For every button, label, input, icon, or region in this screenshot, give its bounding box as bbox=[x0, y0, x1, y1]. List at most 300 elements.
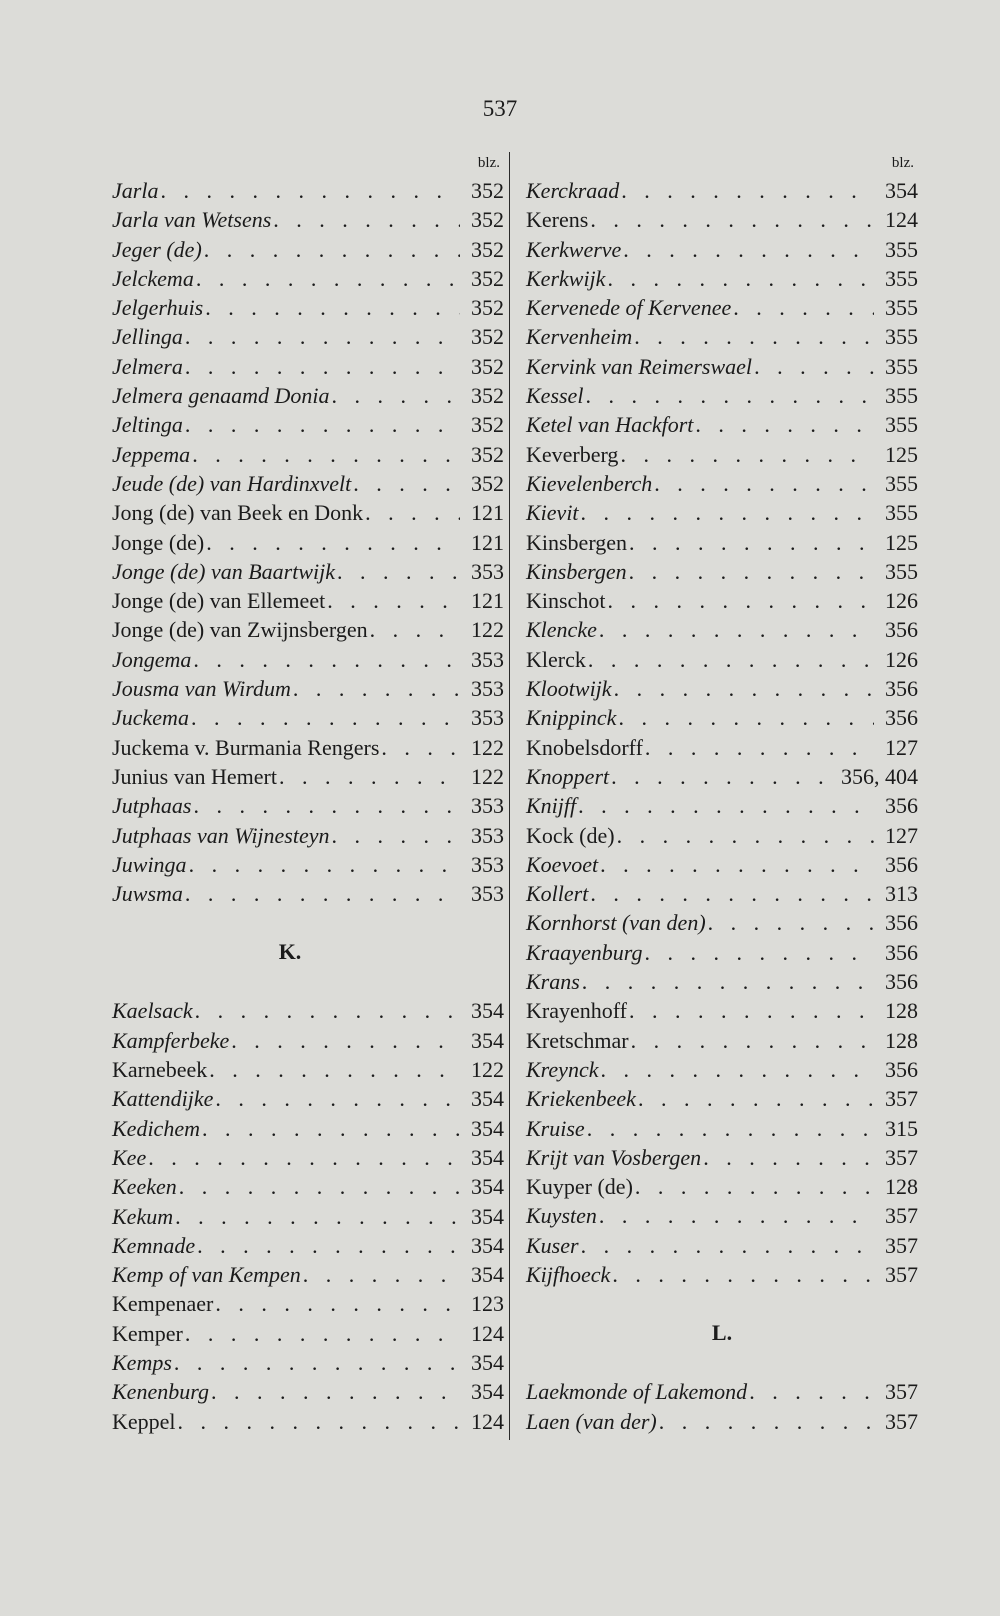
dot-leader bbox=[202, 235, 460, 264]
entry-page: 354 bbox=[471, 1144, 504, 1170]
index-entry bbox=[112, 879, 504, 908]
entry-page: 126 bbox=[885, 588, 918, 614]
entry-page: 128 bbox=[885, 1174, 918, 1200]
entry-name: Kerkwijk bbox=[526, 265, 606, 291]
entry-name: Jeltinga bbox=[112, 412, 183, 438]
entry-name: Kervenede of Kervenee bbox=[526, 295, 732, 321]
dot-leader bbox=[588, 205, 874, 234]
entry-name: Jutphaas van Wijnesteyn bbox=[112, 822, 330, 848]
dot-leader bbox=[204, 528, 460, 557]
column-header-blz: blz. bbox=[891, 155, 914, 171]
entry-name: Kretschmar bbox=[526, 1027, 629, 1053]
entry-name: Kattendijke bbox=[112, 1086, 214, 1112]
index-entry bbox=[526, 410, 918, 439]
index-entry bbox=[112, 1348, 504, 1377]
dot-leader bbox=[615, 821, 874, 850]
dot-leader bbox=[189, 703, 460, 732]
index-entry bbox=[112, 821, 504, 850]
dot-leader bbox=[191, 791, 460, 820]
entry-page: 352 bbox=[471, 383, 504, 409]
index-entry bbox=[112, 1114, 504, 1143]
dot-leader bbox=[330, 821, 460, 850]
dot-leader bbox=[657, 1407, 874, 1436]
entry-page: 353 bbox=[471, 676, 504, 702]
entry-name: Keppel bbox=[112, 1408, 176, 1434]
entry-page: 356 bbox=[885, 793, 918, 819]
column-header-blz: blz. bbox=[477, 155, 500, 171]
index-entry bbox=[112, 645, 504, 674]
entry-page: 127 bbox=[885, 822, 918, 848]
index-entry bbox=[526, 381, 918, 410]
dot-leader bbox=[291, 674, 460, 703]
index-entry bbox=[112, 733, 504, 762]
index-entry bbox=[112, 528, 504, 557]
entry-name: Jelckema bbox=[112, 265, 194, 291]
entry-page: 354 bbox=[471, 998, 504, 1024]
entry-page: 357 bbox=[885, 1232, 918, 1258]
entry-page: 353 bbox=[471, 558, 504, 584]
dot-leader bbox=[616, 703, 874, 732]
entry-page: 122 bbox=[471, 1057, 504, 1083]
dot-leader bbox=[619, 176, 874, 205]
dot-leader bbox=[580, 967, 874, 996]
entry-name: Knoppert bbox=[526, 763, 610, 789]
entry-page: 354 bbox=[471, 1203, 504, 1229]
entry-name: Jeger (de) bbox=[112, 236, 202, 262]
entry-page: 128 bbox=[885, 1027, 918, 1053]
entry-page: 356 bbox=[885, 617, 918, 643]
entry-page: 313 bbox=[885, 881, 918, 907]
entry-name: Jonge (de) bbox=[112, 529, 205, 555]
entry-page: 122 bbox=[471, 617, 504, 643]
index-entry bbox=[526, 850, 918, 879]
entry-page: 121 bbox=[471, 588, 504, 614]
entry-name: Klerck bbox=[526, 646, 586, 672]
entry-page: 357 bbox=[885, 1203, 918, 1229]
entry-name: Kampferbeke bbox=[112, 1027, 230, 1053]
index-entry bbox=[526, 645, 918, 674]
entry-page: 356 bbox=[885, 676, 918, 702]
entry-page: 352 bbox=[471, 207, 504, 233]
entry-name: Klootwijk bbox=[526, 676, 612, 702]
entry-page: 355 bbox=[885, 295, 918, 321]
entry-page: 355 bbox=[885, 353, 918, 379]
entry-name: Laekmonde of Lakemond bbox=[526, 1379, 748, 1405]
entry-name: Jonge (de) van Zwijnsbergen bbox=[112, 617, 368, 643]
index-entry bbox=[112, 703, 504, 732]
entry-page: 354 bbox=[471, 1027, 504, 1053]
index-entry bbox=[526, 1114, 918, 1143]
index-entry bbox=[112, 293, 504, 322]
dot-leader bbox=[586, 645, 874, 674]
index-entry bbox=[526, 1172, 918, 1201]
index-entry bbox=[112, 1289, 504, 1318]
entry-name: Kedichem bbox=[112, 1115, 200, 1141]
dot-leader bbox=[632, 322, 874, 351]
entry-name: Kenenburg bbox=[112, 1379, 209, 1405]
entry-name: Kriekenbeek bbox=[526, 1086, 636, 1112]
entry-name: Jelmera genaamd Donia bbox=[112, 383, 330, 409]
dot-leader bbox=[187, 850, 460, 879]
entry-page: 356 bbox=[885, 910, 918, 936]
entry-page: 355 bbox=[885, 383, 918, 409]
dot-leader bbox=[627, 528, 874, 557]
dot-leader bbox=[621, 235, 874, 264]
entry-name: Kemnade bbox=[112, 1232, 196, 1258]
entry-page: 354 bbox=[471, 1115, 504, 1141]
entry-name: Jong (de) van Beek en Donk bbox=[112, 500, 364, 526]
index-entry bbox=[112, 1231, 504, 1260]
index-entry bbox=[112, 674, 504, 703]
dot-leader bbox=[379, 733, 460, 762]
dot-leader bbox=[752, 352, 874, 381]
index-entry bbox=[112, 850, 504, 879]
index-entry bbox=[526, 1201, 918, 1230]
dot-leader bbox=[583, 381, 874, 410]
index-entry bbox=[526, 821, 918, 850]
index-entry bbox=[526, 1231, 918, 1260]
entry-name: Knijff bbox=[526, 793, 577, 819]
index-entry bbox=[526, 264, 918, 293]
entry-page: 352 bbox=[471, 295, 504, 321]
entry-page: 357 bbox=[885, 1086, 918, 1112]
index-entry bbox=[112, 1172, 504, 1201]
entry-name: Kerkwerve bbox=[526, 236, 622, 262]
entry-name: Kruise bbox=[526, 1115, 585, 1141]
dot-leader bbox=[609, 762, 841, 791]
dot-leader bbox=[643, 733, 874, 762]
entry-page: 357 bbox=[885, 1379, 918, 1405]
entry-name: Karnebeek bbox=[112, 1057, 208, 1083]
left-entries-k bbox=[112, 996, 504, 1435]
right-entries-l bbox=[526, 1377, 918, 1436]
index-entry bbox=[526, 967, 918, 996]
entry-page: 121 bbox=[471, 500, 504, 526]
index-entry bbox=[526, 1143, 918, 1172]
entry-name: Jousma van Wirdum bbox=[112, 676, 291, 702]
entry-name: Jeude (de) van Hardinxvelt bbox=[112, 470, 352, 496]
index-entry bbox=[112, 410, 504, 439]
dot-leader bbox=[610, 1260, 874, 1289]
dot-leader bbox=[330, 381, 460, 410]
dot-leader bbox=[183, 410, 460, 439]
index-entry bbox=[112, 615, 504, 644]
index-entry bbox=[112, 176, 504, 205]
dot-leader bbox=[193, 996, 460, 1025]
entry-name: Jellinga bbox=[112, 324, 183, 350]
index-entry bbox=[112, 469, 504, 498]
dot-leader bbox=[209, 1377, 460, 1406]
dot-leader bbox=[598, 1055, 874, 1084]
index-entry bbox=[112, 791, 504, 820]
dot-leader bbox=[701, 1143, 874, 1172]
index-entry bbox=[112, 762, 504, 791]
dot-leader bbox=[325, 586, 460, 615]
entry-page: 355 bbox=[885, 558, 918, 584]
dot-leader bbox=[643, 938, 874, 967]
dot-leader bbox=[146, 1143, 460, 1172]
entry-name: Juwinga bbox=[112, 851, 187, 877]
dot-leader bbox=[194, 264, 460, 293]
index-entry bbox=[526, 1055, 918, 1084]
entry-name: Kornhorst (van den) bbox=[526, 910, 706, 936]
index-entry bbox=[526, 528, 918, 557]
right-column bbox=[526, 150, 918, 1436]
entry-name: Juwsma bbox=[112, 881, 183, 907]
entry-name: Krans bbox=[526, 969, 580, 995]
entry-page: 315 bbox=[885, 1115, 918, 1141]
dot-leader bbox=[633, 1172, 874, 1201]
entry-page: 127 bbox=[885, 734, 918, 760]
dot-leader bbox=[183, 1319, 460, 1348]
index-entry bbox=[526, 996, 918, 1025]
entry-page: 356 bbox=[885, 851, 918, 877]
entry-name: Knippinck bbox=[526, 705, 617, 731]
dot-leader bbox=[335, 557, 460, 586]
entry-page: 354 bbox=[885, 178, 918, 203]
entry-page: 355 bbox=[885, 412, 918, 438]
entry-page: 352 bbox=[471, 441, 504, 467]
entry-name: Kekum bbox=[112, 1203, 174, 1229]
entry-page: 354 bbox=[471, 1232, 504, 1258]
entry-page: 355 bbox=[885, 500, 918, 526]
entry-name: Kerckraad bbox=[526, 178, 620, 203]
dot-leader bbox=[731, 293, 874, 322]
index-entry bbox=[112, 498, 504, 527]
entry-name: Kuser bbox=[526, 1232, 579, 1258]
dot-leader bbox=[158, 176, 460, 205]
index-entry bbox=[526, 615, 918, 644]
index-entry bbox=[526, 733, 918, 762]
index-entry bbox=[112, 381, 504, 410]
entry-name: Kock (de) bbox=[526, 822, 615, 848]
entry-name: Jeppema bbox=[112, 441, 191, 467]
dot-leader bbox=[271, 205, 460, 234]
entry-name: Kemper bbox=[112, 1320, 183, 1346]
index-entry bbox=[112, 205, 504, 234]
dot-leader bbox=[277, 762, 460, 791]
index-entry bbox=[526, 352, 918, 381]
entry-page: 353 bbox=[471, 646, 504, 672]
index-entry bbox=[112, 235, 504, 264]
entry-page: 356 bbox=[885, 939, 918, 965]
entry-name: Kuysten bbox=[526, 1203, 597, 1229]
dot-leader bbox=[229, 1026, 460, 1055]
index-entry bbox=[526, 235, 918, 264]
dot-leader bbox=[351, 469, 460, 498]
entry-page: 125 bbox=[885, 529, 918, 555]
dot-leader bbox=[576, 791, 874, 820]
dot-leader bbox=[191, 645, 460, 674]
index-entry bbox=[112, 586, 504, 615]
entry-name: Kollert bbox=[526, 881, 589, 907]
entry-page: 126 bbox=[885, 646, 918, 672]
entry-name: Kraayenburg bbox=[526, 939, 643, 965]
entry-name: Jutphaas bbox=[112, 793, 192, 819]
entry-name: Kervink van Reimerswael bbox=[526, 353, 753, 379]
index-entry bbox=[526, 1377, 918, 1406]
dot-leader bbox=[200, 1114, 460, 1143]
index-entry bbox=[526, 205, 918, 234]
dot-leader bbox=[597, 615, 874, 644]
entry-page: 357 bbox=[885, 1261, 918, 1287]
entry-name: Laen (van der) bbox=[526, 1408, 657, 1434]
entry-page: 355 bbox=[885, 236, 918, 262]
left-entries-j bbox=[112, 176, 504, 908]
index-entry bbox=[526, 1084, 918, 1113]
index-entry bbox=[112, 1084, 504, 1113]
entry-page: 128 bbox=[885, 998, 918, 1024]
dot-leader bbox=[597, 1201, 874, 1230]
entry-name: Kinsbergen bbox=[526, 529, 628, 555]
entry-name: Kempenaer bbox=[112, 1291, 214, 1317]
index-entry bbox=[112, 996, 504, 1025]
index-entry bbox=[526, 293, 918, 322]
index-entry bbox=[112, 1407, 504, 1436]
entry-page: 356 bbox=[885, 705, 918, 731]
index-entry bbox=[112, 1319, 504, 1348]
index-entry bbox=[112, 264, 504, 293]
entry-name: Ketel van Hackfort bbox=[526, 412, 694, 438]
entry-name: Krijt van Vosbergen bbox=[526, 1144, 702, 1170]
index-entry bbox=[526, 440, 918, 469]
entry-name: Jelmera bbox=[112, 353, 183, 379]
entry-name: Kinschot bbox=[526, 588, 606, 614]
dot-leader bbox=[183, 352, 460, 381]
dot-leader bbox=[627, 557, 874, 586]
entry-name: Kessel bbox=[526, 383, 584, 409]
entry-page: 353 bbox=[471, 851, 504, 877]
entry-page: 356 bbox=[885, 1056, 918, 1082]
entry-name: Jonge (de) van Ellemeet bbox=[112, 588, 326, 614]
entry-name: Keeken bbox=[112, 1174, 177, 1200]
index-entry bbox=[526, 674, 918, 703]
entry-page: 354 bbox=[471, 1262, 504, 1288]
dot-leader bbox=[693, 410, 874, 439]
section-heading-l: L. bbox=[711, 1320, 733, 1346]
entry-page: 353 bbox=[471, 705, 504, 731]
dot-leader bbox=[176, 1407, 460, 1436]
dot-leader bbox=[207, 1055, 460, 1084]
index-entry bbox=[112, 1055, 504, 1084]
left-column bbox=[112, 150, 504, 1436]
entry-name: Kijfhoeck bbox=[526, 1261, 611, 1287]
index-entry bbox=[112, 322, 504, 351]
index-entry bbox=[112, 1143, 504, 1172]
index-entry bbox=[526, 938, 918, 967]
entry-name: Kemp of van Kempen bbox=[112, 1262, 301, 1288]
entry-page: 353 bbox=[471, 822, 504, 848]
entry-page: 352 bbox=[471, 470, 504, 496]
index-entry bbox=[112, 1377, 504, 1406]
index-entry bbox=[112, 440, 504, 469]
entry-name: Koevoet bbox=[526, 851, 599, 877]
index-entry bbox=[112, 557, 504, 586]
entry-name: Kemps bbox=[112, 1349, 172, 1375]
dot-leader bbox=[173, 1202, 460, 1231]
entry-page: 353 bbox=[471, 881, 504, 907]
entry-page: 352 bbox=[471, 178, 504, 203]
index-entry bbox=[526, 322, 918, 351]
section-heading-k: K. bbox=[278, 939, 302, 965]
entry-page: 121 bbox=[471, 529, 504, 555]
entry-page: 124 bbox=[885, 207, 918, 233]
entry-page: 354 bbox=[471, 1379, 504, 1405]
dot-leader bbox=[585, 1114, 874, 1143]
entry-page: 352 bbox=[471, 324, 504, 350]
right-entries-k bbox=[526, 176, 918, 1289]
dot-leader bbox=[195, 1231, 460, 1260]
index-entry bbox=[112, 1260, 504, 1289]
dot-leader bbox=[598, 850, 874, 879]
entry-page: 356, 404 bbox=[841, 763, 918, 789]
entry-name: Jarla van Wetsens bbox=[112, 207, 272, 233]
dot-leader bbox=[612, 674, 874, 703]
entry-page: 352 bbox=[471, 412, 504, 438]
entry-name: Kievit bbox=[526, 500, 579, 526]
entry-name: Kuyper (de) bbox=[526, 1174, 633, 1200]
dot-leader bbox=[652, 469, 874, 498]
entry-page: 357 bbox=[885, 1144, 918, 1170]
entry-page: 355 bbox=[885, 265, 918, 291]
index-entry bbox=[526, 586, 918, 615]
dot-leader bbox=[203, 293, 460, 322]
index-entry bbox=[112, 1026, 504, 1055]
dot-leader bbox=[747, 1377, 874, 1406]
entry-name: Jelgerhuis bbox=[112, 295, 204, 321]
dot-leader bbox=[629, 1026, 874, 1055]
entry-name: Knobelsdorff bbox=[526, 734, 643, 760]
entry-page: 355 bbox=[885, 470, 918, 496]
entry-page: 357 bbox=[885, 1408, 918, 1434]
entry-page: 355 bbox=[885, 324, 918, 350]
entry-name: Kinsbergen bbox=[526, 558, 627, 584]
entry-name: Juckema bbox=[112, 705, 189, 731]
dot-leader bbox=[706, 908, 874, 937]
entry-name: Junius van Hemert bbox=[112, 763, 277, 789]
dot-leader bbox=[588, 879, 874, 908]
index-entry bbox=[526, 557, 918, 586]
entry-name: Juckema v. Burmania Rengers bbox=[112, 734, 380, 760]
dot-leader bbox=[213, 1289, 460, 1318]
index-entry bbox=[526, 498, 918, 527]
index-entry bbox=[526, 1026, 918, 1055]
index-entry bbox=[112, 352, 504, 381]
entry-name: Klencke bbox=[526, 617, 597, 643]
entry-page: 122 bbox=[471, 734, 504, 760]
dot-leader bbox=[190, 440, 460, 469]
dot-leader bbox=[177, 1172, 460, 1201]
entry-page: 354 bbox=[471, 1086, 504, 1112]
entry-page: 122 bbox=[471, 763, 504, 789]
entry-name: Kaelsack bbox=[112, 998, 193, 1024]
dot-leader bbox=[579, 1231, 874, 1260]
index-entry bbox=[112, 1202, 504, 1231]
entry-page: 354 bbox=[471, 1349, 504, 1375]
dot-leader bbox=[618, 440, 874, 469]
dot-leader bbox=[627, 996, 874, 1025]
index-entry bbox=[526, 469, 918, 498]
dot-leader bbox=[213, 1084, 460, 1113]
dot-leader bbox=[172, 1348, 460, 1377]
entry-page: 352 bbox=[471, 353, 504, 379]
dot-leader bbox=[368, 615, 460, 644]
dot-leader bbox=[183, 322, 460, 351]
dot-leader bbox=[605, 264, 874, 293]
entry-page: 125 bbox=[885, 441, 918, 467]
entry-page: 123 bbox=[471, 1291, 504, 1317]
entry-page: 356 bbox=[885, 969, 918, 995]
